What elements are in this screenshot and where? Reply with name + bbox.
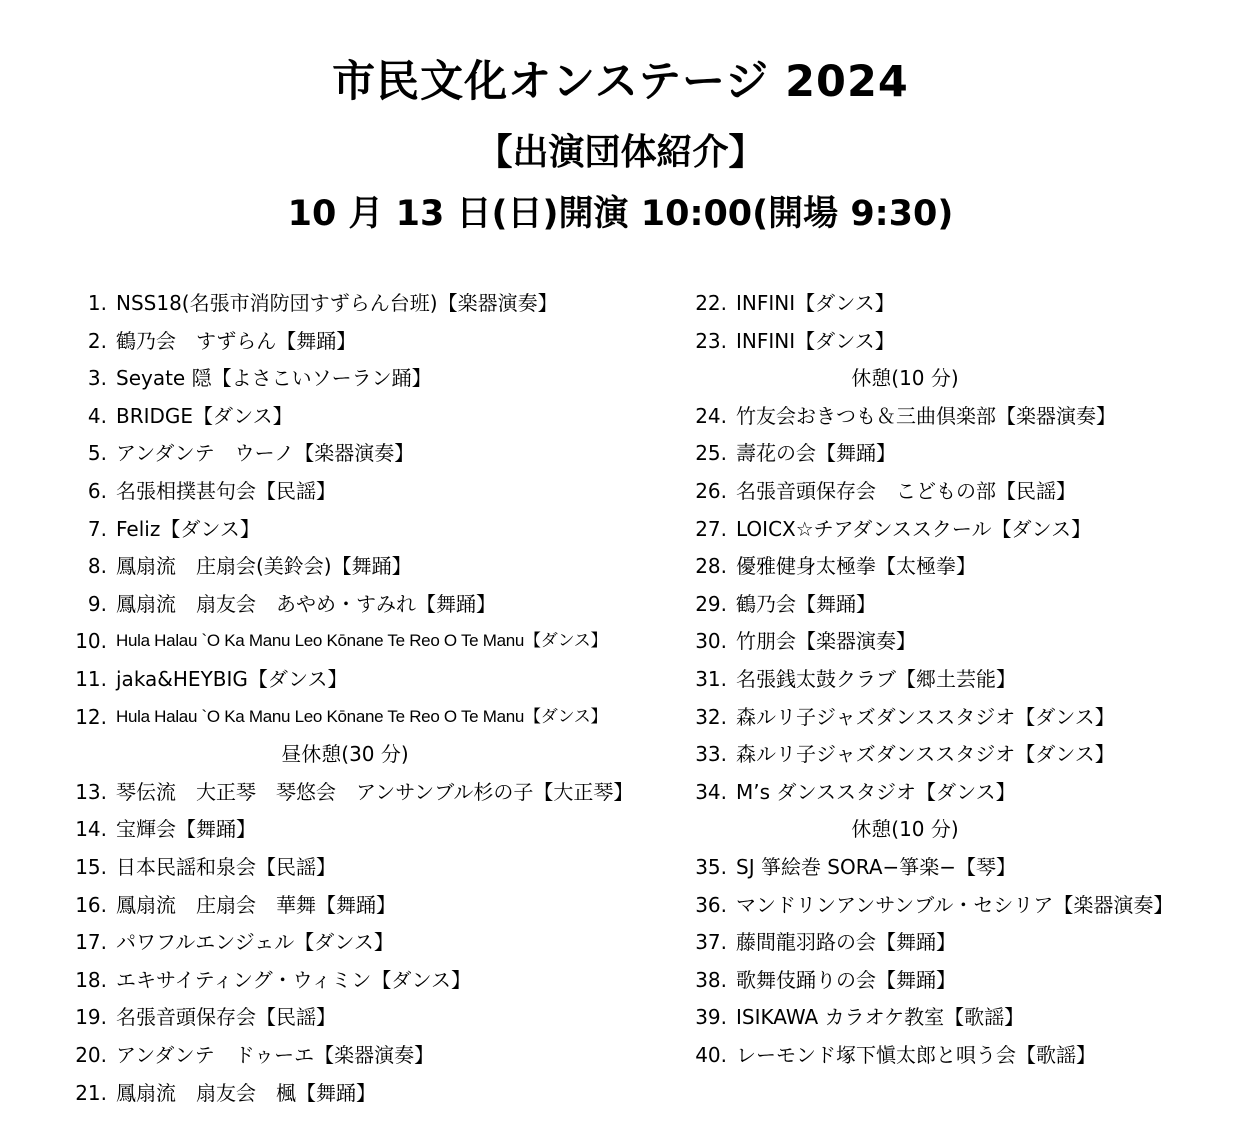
- entry-number: 10.: [75, 629, 107, 654]
- entry-text: 日本民謡和泉会【民謡】: [116, 855, 336, 879]
- break-label: 休憩(10 分): [851, 817, 959, 842]
- entry-number: 33.: [695, 742, 727, 767]
- entry-text: 鳳扇流 扇友会 あやめ・すみれ【舞踊】: [116, 591, 496, 616]
- entry-text: 歌舞伎踊りの会【舞踊】: [736, 967, 956, 992]
- entry-text: 名張相撲甚句会【民謡】: [116, 479, 336, 503]
- entry-text: 優雅健身太極拳【太極拳】: [736, 554, 976, 579]
- entry-number: 37.: [695, 930, 727, 955]
- entry-number: 23.: [695, 328, 727, 353]
- entry-number: 39.: [695, 1005, 727, 1030]
- date-line: 10 月 13 日(日)開演 10:00(開場 9:30): [287, 194, 954, 234]
- entry-text: INFINI【ダンス】: [736, 291, 895, 315]
- entry-text: NSS18(名張市消防団すずらん台班)【楽器演奏】: [116, 291, 558, 315]
- entry-text: エキサイティング・ウィミン【ダンス】: [116, 967, 471, 992]
- entry-number: 15.: [75, 855, 107, 879]
- entry-number: 22.: [695, 291, 727, 315]
- entry-text: jaka&HEYBIG【ダンス】: [116, 667, 348, 691]
- entry-text: SJ 箏絵巻 SORA−箏楽−【琴】: [736, 855, 1017, 879]
- entry-text: レーモンド塚下愼太郎と唄う会【歌謡】: [736, 1043, 1096, 1067]
- entry-text: アンダンテ ウーノ【楽器演奏】: [116, 441, 415, 466]
- entry-text: 竹友会おきつも＆三曲倶楽部【楽器演奏】: [736, 403, 1116, 428]
- break-label: 休憩(10 分): [851, 366, 959, 391]
- entry-number: 2.: [87, 328, 107, 353]
- break-label: 昼休憩(30 分): [281, 742, 409, 767]
- entry-text: LOICX☆チアダンススクール【ダンス】: [736, 516, 1092, 541]
- entry-number: 17.: [75, 930, 107, 955]
- entry-text: Hula Halau `O Ka Manu Leo Kōnane Te Reo O Te Manu【ダンス】: [116, 706, 608, 726]
- entry-number: 31.: [695, 667, 727, 691]
- entry-number: 24.: [695, 403, 727, 428]
- entry-number: 12.: [75, 704, 107, 729]
- page-subtitle: 【出演団体紹介】: [476, 132, 765, 173]
- entry-number: 26.: [695, 479, 727, 503]
- entry-text: ISIKAWA カラオケ教室【歌謡】: [736, 1005, 1025, 1030]
- entry-text: 名張音頭保存会 こどもの部【民謡】: [736, 479, 1076, 503]
- entry-text: Hula Halau `O Ka Manu Leo Kōnane Te Reo O Te Manu【ダンス】: [116, 631, 608, 651]
- entry-text: Seyate 隠【よさこいソーラン踊】: [116, 366, 432, 391]
- entry-number: 6.: [87, 479, 107, 503]
- entry-text: 竹朋会【楽器演奏】: [736, 629, 916, 654]
- entry-number: 21.: [75, 1080, 107, 1105]
- entry-number: 14.: [75, 817, 107, 842]
- entry-number: 20.: [75, 1043, 107, 1067]
- entry-text: INFINI【ダンス】: [736, 328, 895, 353]
- entry-text: 鳳扇流 庄扇会(美鈴会)【舞踊】: [116, 554, 412, 579]
- entry-number: 18.: [75, 967, 107, 992]
- entry-number: 11.: [75, 667, 107, 691]
- entry-number: 35.: [695, 855, 727, 879]
- entry-text: パワフルエンジェル【ダンス】: [116, 930, 394, 955]
- entry-text: M’s ダンススタジオ【ダンス】: [736, 779, 1016, 804]
- entry-text: BRIDGE【ダンス】: [116, 403, 293, 428]
- entry-text: 鳳扇流 扇友会 楓【舞踊】: [116, 1080, 376, 1105]
- entry-number: 5.: [87, 441, 107, 466]
- entry-text: アンダンテ ドゥーエ【楽器演奏】: [116, 1043, 435, 1067]
- entry-number: 27.: [695, 516, 727, 541]
- entry-number: 28.: [695, 554, 727, 579]
- entry-text: 森ルリ子ジャズダンススタジオ【ダンス】: [736, 704, 1115, 729]
- entry-number: 13.: [75, 779, 107, 804]
- entry-text: 鳳扇流 庄扇会 華舞【舞踊】: [116, 892, 396, 917]
- entry-text: 名張音頭保存会【民謡】: [116, 1005, 336, 1030]
- entry-text: 鶴乃会 すずらん【舞踊】: [116, 328, 357, 353]
- entry-number: 7.: [87, 516, 107, 541]
- entry-number: 38.: [695, 967, 727, 992]
- entry-number: 3.: [87, 366, 107, 391]
- entry-number: 8.: [87, 554, 107, 579]
- entry-number: 1.: [87, 291, 107, 315]
- entry-text: 名張銭太鼓クラブ【郷土芸能】: [736, 667, 1016, 691]
- entry-number: 30.: [695, 629, 727, 654]
- entry-number: 34.: [695, 779, 727, 804]
- entry-text: 琴伝流 大正琴 琴悠会 アンサンブル杉の子【大正琴】: [116, 779, 634, 804]
- entry-number: 16.: [75, 892, 107, 917]
- entry-number: 32.: [695, 704, 727, 729]
- entry-number: 29.: [695, 591, 727, 616]
- entry-number: 25.: [695, 441, 727, 466]
- entry-text: マンドリンアンサンブル・セシリア【楽器演奏】: [736, 892, 1174, 917]
- entry-text: 壽花の会【舞踊】: [736, 441, 896, 466]
- entry-text: 藤間龍羽路の会【舞踊】: [736, 930, 956, 955]
- entry-text: 宝輝会【舞踊】: [116, 817, 256, 842]
- entry-text: Feliz【ダンス】: [116, 516, 260, 541]
- entry-number: 19.: [75, 1005, 107, 1030]
- entry-number: 9.: [87, 591, 107, 616]
- entry-text: 森ルリ子ジャズダンススタジオ【ダンス】: [736, 742, 1115, 767]
- entry-number: 4.: [87, 403, 107, 428]
- entry-text: 鶴乃会【舞踊】: [736, 591, 876, 616]
- page-title: 市民文化オンステージ 2024: [332, 57, 909, 107]
- entry-number: 36.: [695, 892, 727, 917]
- entry-number: 40.: [695, 1043, 727, 1067]
